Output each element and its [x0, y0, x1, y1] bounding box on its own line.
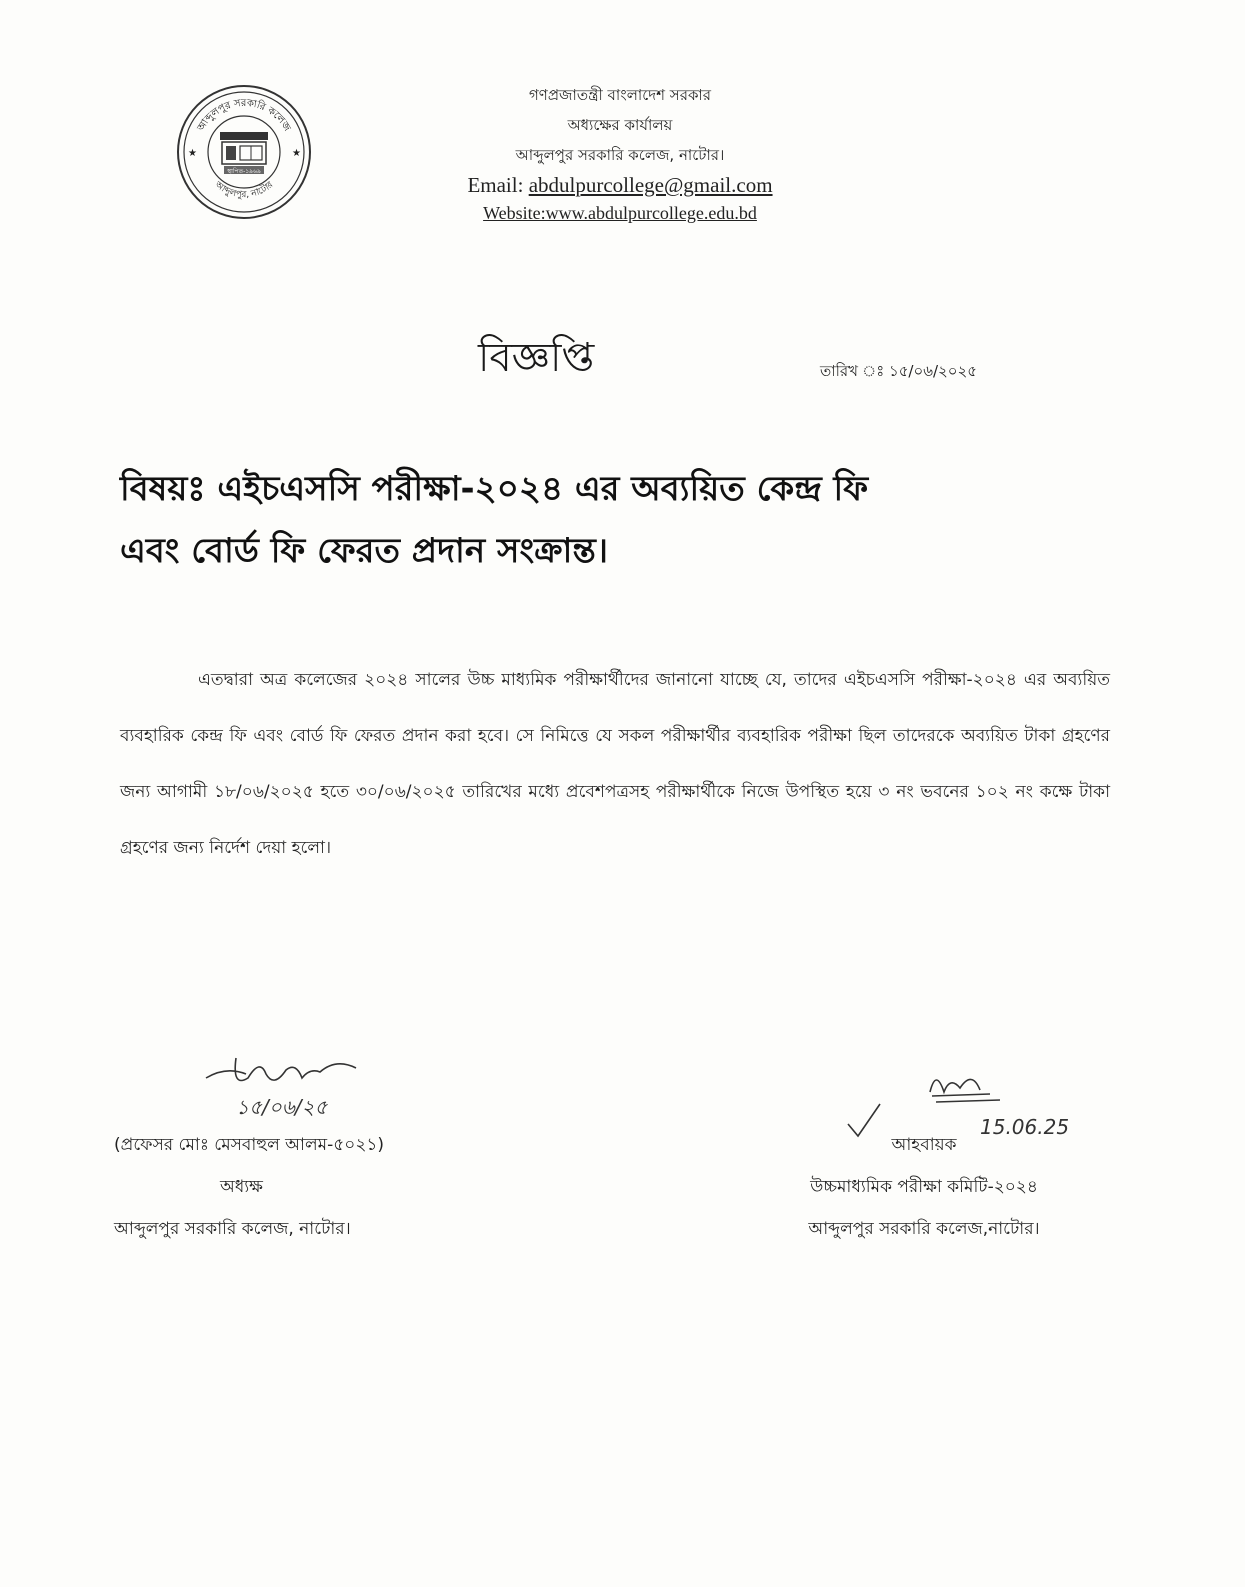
email-link[interactable]: abdulpurcollege@gmail.com — [528, 173, 773, 197]
svg-text:★: ★ — [188, 148, 197, 159]
notice-body — [120, 652, 1110, 876]
svg-text:স্থাপিত-১৯৬৯: স্থাপিত-১৯৬৯ — [227, 168, 261, 175]
svg-text:আব্দুলপুর সরকারি কলেজ: আব্দুলপুর সরকারি কলেজ — [195, 97, 293, 134]
college-name: আব্দুলপুর সরকারি কলেজ, নাটোর। — [515, 146, 725, 164]
signature-block-principal — [114, 1124, 514, 1250]
govt-name: গণপ্রজাতন্ত্রী বাংলাদেশ সরকার — [528, 86, 712, 104]
principal-name: (প্রফেসর মোঃ মেসবাহুল আলম-৫০২১) — [114, 1135, 385, 1155]
email-line — [400, 170, 840, 200]
notice-title: বিজ্ঞপ্তি — [478, 335, 595, 381]
notice-date: তারিখ ঃ ১৫/০৬/২০২৫ — [820, 362, 978, 380]
convener-title: আহবায়ক — [891, 1135, 957, 1155]
convener-college: আব্দুলপুর সরকারি কলেজ,নাটোর। — [808, 1219, 1040, 1239]
body-paragraph: এতদ্বারা অত্র কলেজের ২০২৪ সালের উচ্চ মাধ্যমিক পরীক্ষার্থীদের জানানো যাচ্ছে যে, তাদের এইচএসসি পরীক্ষা-২০২৪ এর অব্যয়িত ব্যবহারিক কেন্দ্র ফি এবং বোর্ড ফি ফেরত প্রদান করা হবে। সে নিমিত্তে যে সকল পরীক্ষার্থীর ব্যবহারিক পরীক্ষা ছিল তাদেরকে অব্যয়িত টাকা গ্রহণের জন্য আগামী ১৮/০৬/২০২৫ হতে ৩০/০৬/২০২৫ তারিখের মধ্যে প্রবেশপত্রসহ পরীক্ষার্থীকে নিজে উপস্থিত হয়ে ৩ নং ভবনের ১০২ নং কক্ষে টাকা গ্রহণের জন্য নির্দেশ দেয়া হলো। — [120, 670, 1110, 858]
convener-committee: উচ্চমাধ্যমিক পরীক্ষা কমিটি-২০২৪ — [810, 1177, 1038, 1197]
subject-heading — [120, 458, 1120, 582]
svg-text:১৫/০৬/২৫: ১৫/০৬/২৫ — [236, 1095, 328, 1119]
signature-block-convener — [744, 1124, 1104, 1250]
office-name: অধ্যক্ষের কার্যালয় — [567, 116, 673, 134]
principal-signature — [196, 1048, 396, 1128]
principal-title: অধ্যক্ষ — [220, 1177, 263, 1197]
college-seal-logo — [176, 84, 312, 220]
svg-text:★: ★ — [292, 148, 301, 159]
svg-text:15.06.25: 15.06.25 — [980, 1115, 1070, 1139]
letterhead — [400, 80, 840, 226]
email-label: Email: — [467, 173, 529, 197]
svg-text:আব্দুলপুর, নাটোর: আব্দুলপুর, নাটোর — [212, 180, 276, 201]
subject-line-1: বিষয়ঃ এইচএসসি পরীক্ষা-২০২৪ এর অব্যয়িত কেন্দ্র ফি — [120, 469, 869, 509]
principal-college: আব্দুলপুর সরকারি কলেজ, নাটোর। — [114, 1219, 351, 1239]
subject-line-2: এবং বোর্ড ফি ফেরত প্রদান সংক্রান্ত। — [120, 531, 609, 571]
website-link[interactable]: Website:www.abdulpurcollege.edu.bd — [483, 203, 757, 223]
